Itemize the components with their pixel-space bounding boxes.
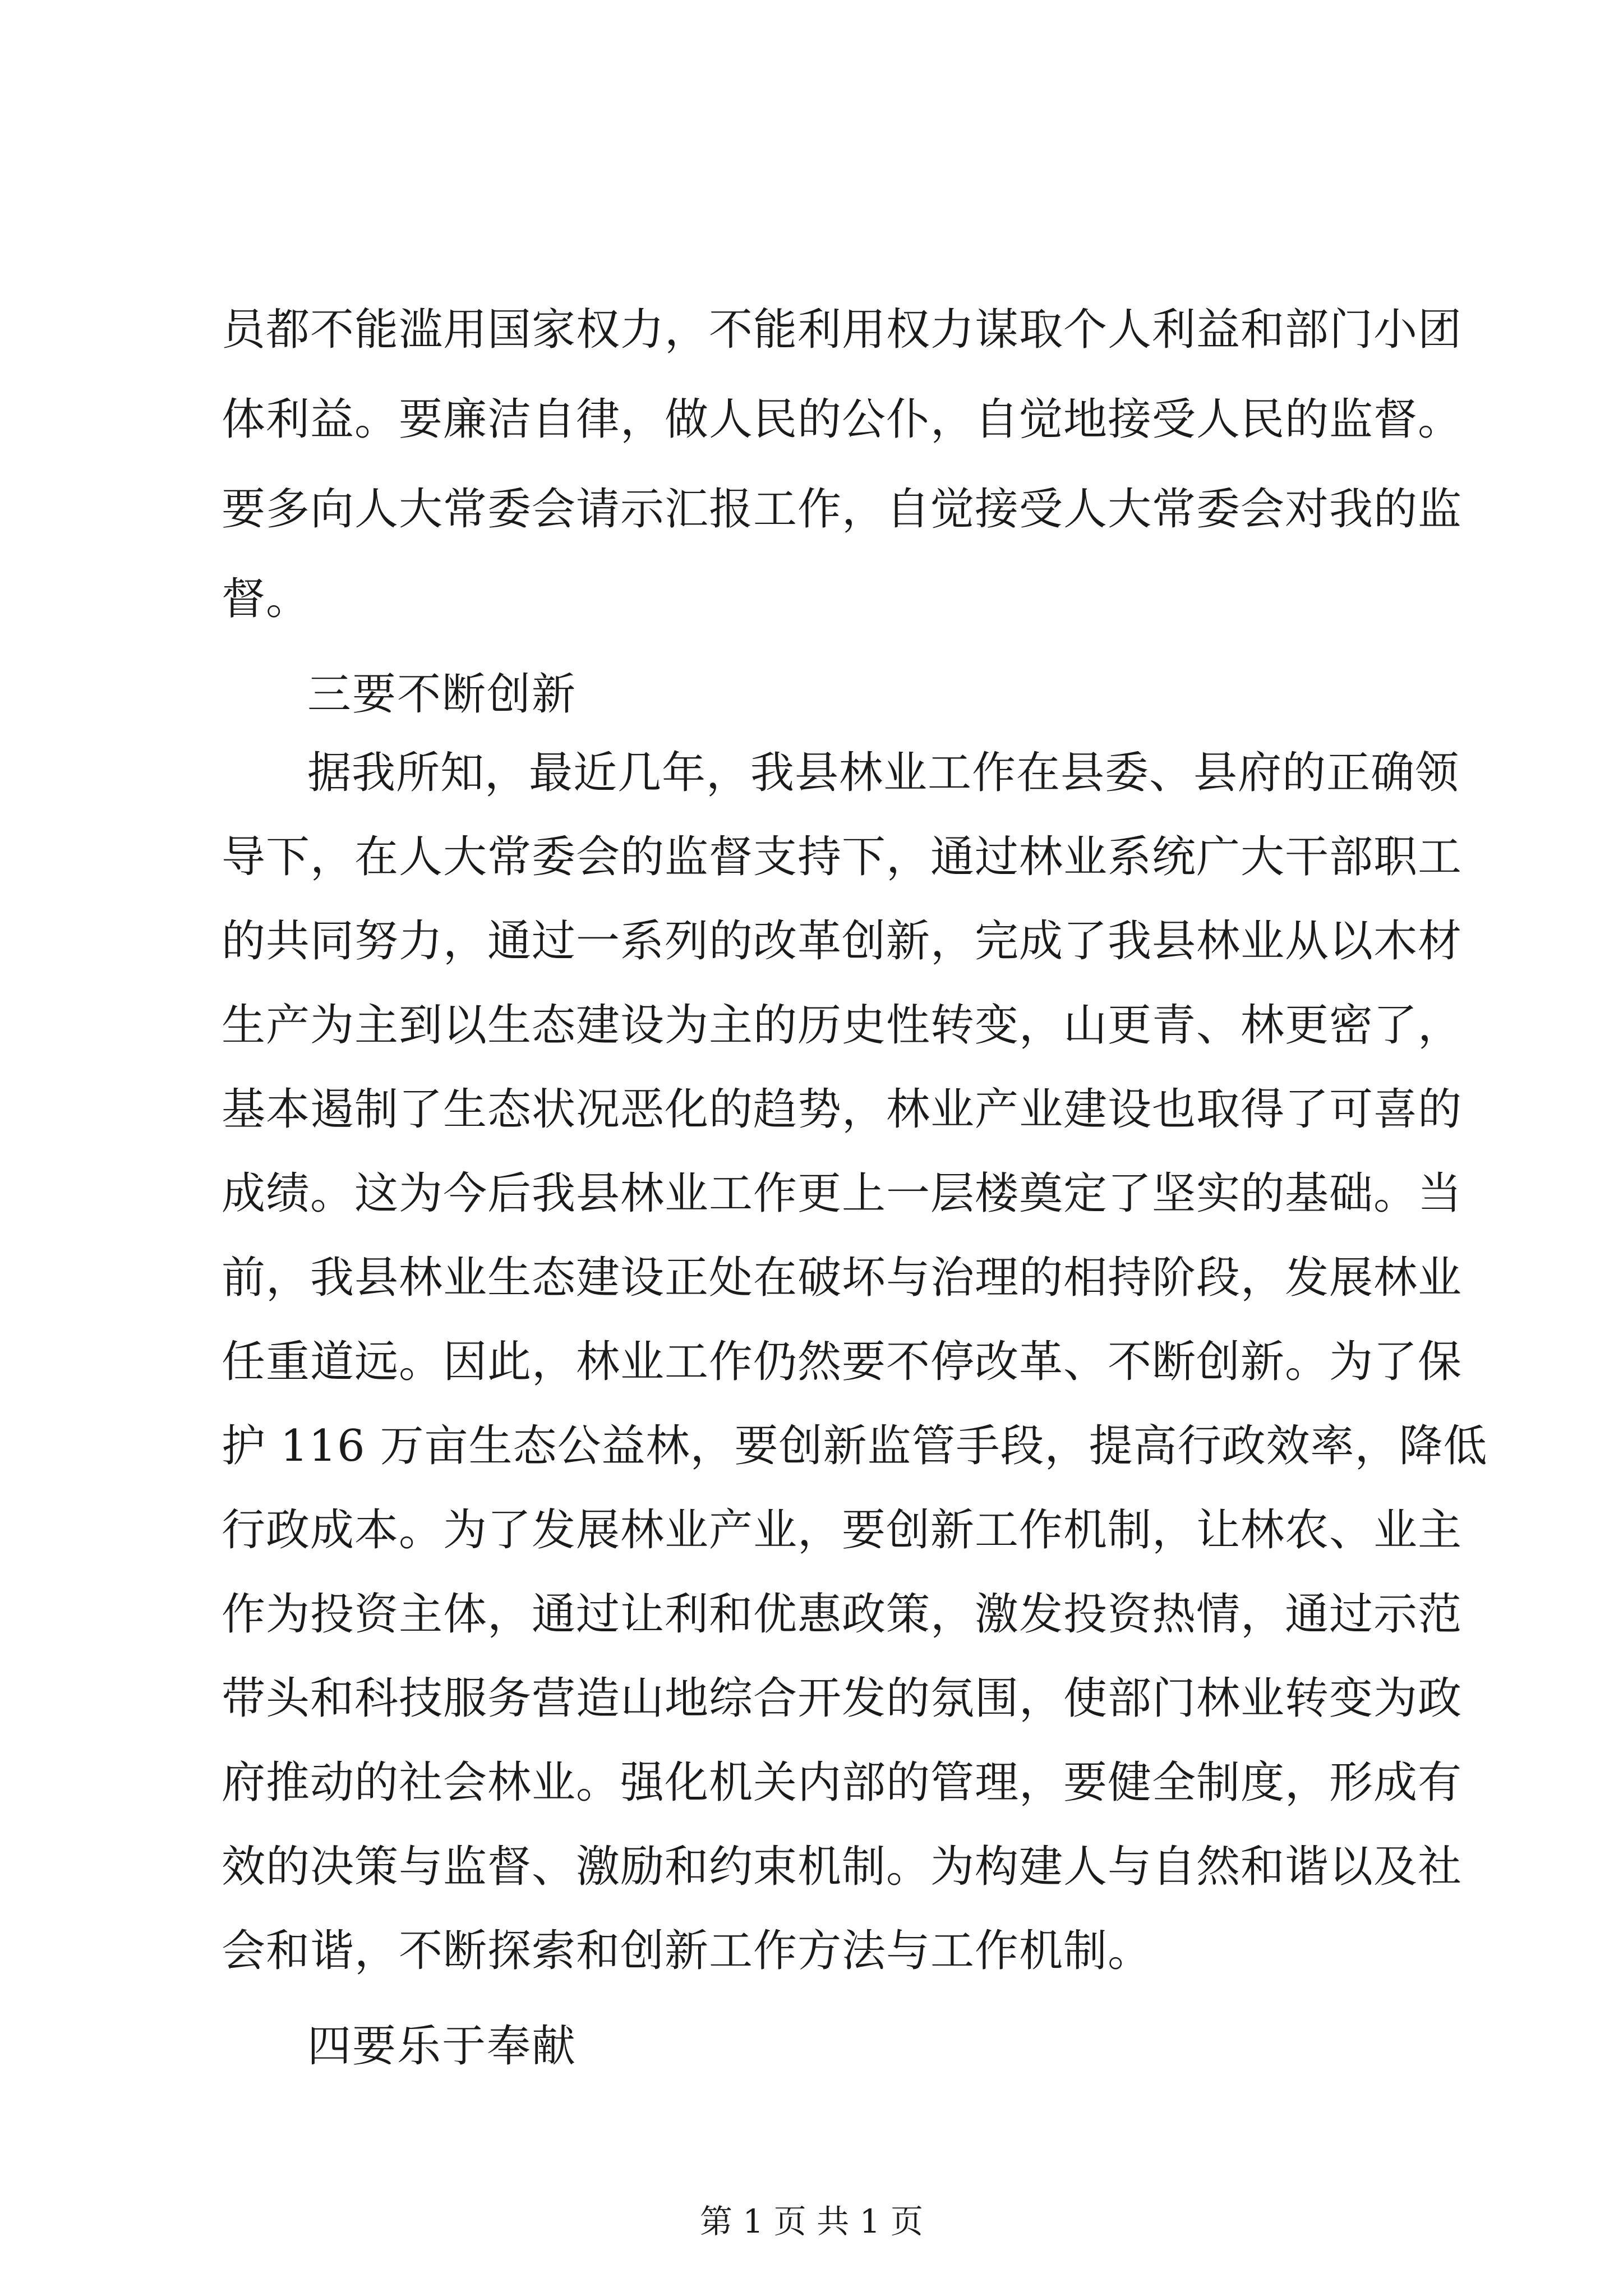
paragraph-line: 行政成本。为了发展林业产业，要创新工作机制，让林农、业主: [222, 1505, 1463, 1556]
body-line: 员都不能滥用国家权力，不能利用权力谋取个人利益和部门小团: [222, 305, 1463, 355]
paragraph-line: 护 116 万亩生态公益林，要创新监管手段，提高行政效率，降低: [222, 1421, 1488, 1471]
body-line: 体利益。要廉洁自律，做人民的公仆，自觉地接受人民的监督。: [222, 394, 1463, 445]
paragraph-line: 的共同努力，通过一系列的改革创新，完成了我县林业从以木材: [222, 916, 1463, 967]
section-heading-3: 三要不断创新: [307, 669, 577, 720]
page-footer: 第 1 页 共 1 页: [700, 2202, 923, 2240]
section-heading-4: 四要乐于奉献: [307, 2021, 577, 2072]
paragraph-line: 任重道远。因此，林业工作仍然要不停改革、不断创新。为了保: [222, 1337, 1463, 1387]
body-line: 督。: [222, 574, 311, 624]
paragraph-line: 会和谐，不断探索和创新工作方法与工作机制。: [222, 1926, 1152, 1976]
paragraph-line: 成绩。这为今后我县林业工作更上一层楼奠定了坚实的基础。当: [222, 1168, 1463, 1219]
paragraph-line: 效的决策与监督、激励和约束机制。为构建人与自然和谐以及社: [222, 1842, 1463, 1892]
paragraph-line: 府推动的社会林业。强化机关内部的管理，要健全制度，形成有: [222, 1757, 1463, 1808]
paragraph-line: 导下，在人大常委会的监督支持下，通过林业系统广大干部职工: [222, 832, 1463, 882]
paragraph-line: 据我所知，最近几年，我县林业工作在县委、县府的正确领: [307, 748, 1460, 798]
body-line: 要多向人大常委会请示汇报工作，自觉接受人大常委会对我的监: [222, 484, 1463, 535]
paragraph-line: 前，我县林业生态建设正处在破坏与治理的相持阶段，发展林业: [222, 1253, 1463, 1303]
paragraph-line: 生产为主到以生态建设为主的历史性转变，山更青、林更密了，: [222, 1000, 1463, 1051]
paragraph-line: 带头和科技服务营造山地综合开发的氛围，使部门林业转变为政: [222, 1673, 1463, 1724]
paragraph-line: 基本遏制了生态状况恶化的趋势，林业产业建设也取得了可喜的: [222, 1084, 1463, 1135]
paragraph-line: 作为投资主体，通过让利和优惠政策，激发投资热情，通过示范: [222, 1589, 1463, 1640]
